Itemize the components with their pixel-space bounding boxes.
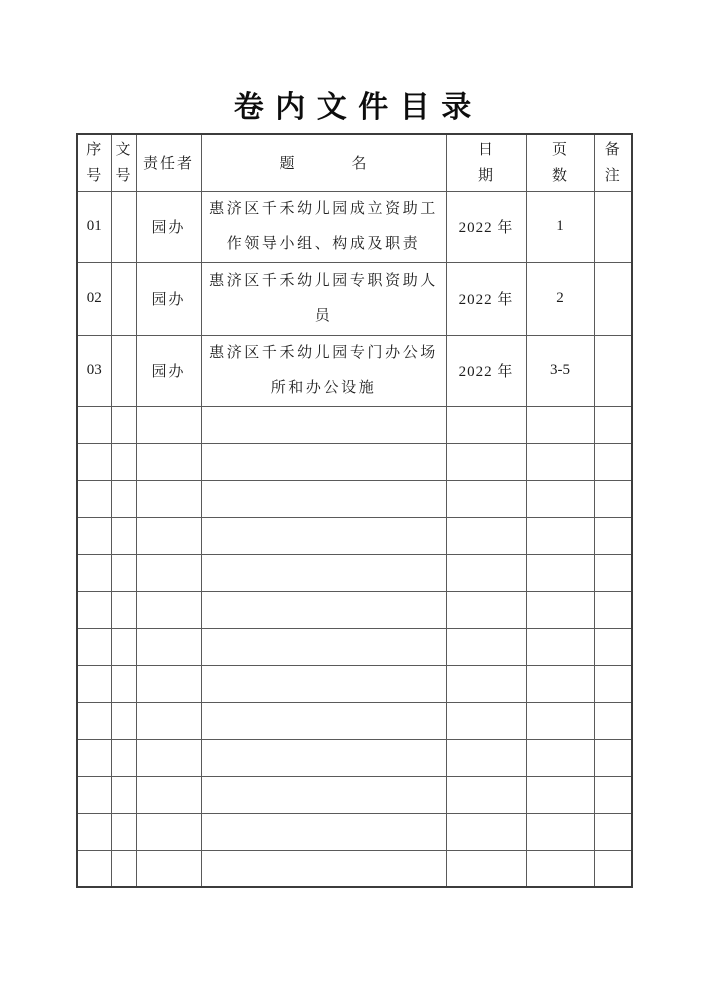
- empty-cell: [77, 813, 111, 850]
- table-row: [77, 335, 632, 406]
- empty-cell: [446, 665, 526, 702]
- empty-cell: [77, 776, 111, 813]
- empty-cell: [594, 443, 632, 480]
- empty-row: [77, 517, 632, 554]
- empty-cell: [136, 665, 201, 702]
- empty-cell: [526, 813, 594, 850]
- header-date: [446, 134, 526, 191]
- header-doc-no: [111, 134, 136, 191]
- responsible-cell: 园办: [136, 262, 201, 335]
- empty-cell: [111, 517, 136, 554]
- empty-row: [77, 850, 632, 887]
- header-responsible-label: 责任者: [142, 156, 194, 173]
- responsible-cell: 园办: [136, 191, 201, 262]
- empty-cell: [136, 406, 201, 443]
- empty-cell: [111, 591, 136, 628]
- empty-cell: [201, 739, 446, 776]
- pages-cell: 1: [526, 191, 594, 262]
- empty-cell: [526, 591, 594, 628]
- note-cell: [594, 262, 632, 335]
- empty-cell: [111, 776, 136, 813]
- seq-cell: 02: [77, 262, 111, 335]
- empty-row: [77, 406, 632, 443]
- empty-cell: [446, 776, 526, 813]
- header-responsible: [136, 134, 201, 191]
- empty-row: [77, 739, 632, 776]
- table-row: [77, 262, 632, 335]
- title-cell: 惠济区千禾幼儿园专职资助人员: [201, 262, 446, 335]
- empty-cell: [526, 480, 594, 517]
- empty-cell: [446, 517, 526, 554]
- empty-cell: [526, 665, 594, 702]
- empty-cell: [77, 850, 111, 887]
- empty-cell: [594, 850, 632, 887]
- empty-row: [77, 702, 632, 739]
- empty-cell: [77, 628, 111, 665]
- empty-cell: [136, 591, 201, 628]
- empty-cell: [201, 517, 446, 554]
- doc-no-cell: [111, 191, 136, 262]
- empty-cell: [201, 665, 446, 702]
- empty-cell: [111, 554, 136, 591]
- header-row: [77, 134, 632, 191]
- empty-cell: [201, 850, 446, 887]
- empty-cell: [526, 517, 594, 554]
- note-cell: [594, 191, 632, 262]
- empty-cell: [201, 443, 446, 480]
- empty-cell: [201, 554, 446, 591]
- header-pages-line1: 页: [551, 141, 568, 158]
- empty-cell: [77, 702, 111, 739]
- empty-cell: [111, 480, 136, 517]
- header-date-line1: 日: [477, 141, 494, 158]
- header-title: [201, 134, 446, 191]
- empty-cell: [111, 628, 136, 665]
- empty-cell: [446, 850, 526, 887]
- empty-cell: [446, 554, 526, 591]
- empty-cell: [594, 628, 632, 665]
- catalog-table: [76, 133, 633, 888]
- empty-rows: [77, 406, 632, 887]
- empty-cell: [111, 406, 136, 443]
- empty-cell: [526, 406, 594, 443]
- empty-cell: [201, 591, 446, 628]
- empty-cell: [446, 702, 526, 739]
- empty-cell: [446, 480, 526, 517]
- seq-cell: 01: [77, 191, 111, 262]
- empty-row: [77, 480, 632, 517]
- header-note-line1: 备: [604, 141, 621, 158]
- empty-cell: [136, 480, 201, 517]
- empty-cell: [446, 591, 526, 628]
- empty-cell: [201, 702, 446, 739]
- empty-cell: [446, 628, 526, 665]
- empty-row: [77, 628, 632, 665]
- empty-cell: [201, 480, 446, 517]
- doc-no-cell: [111, 335, 136, 406]
- empty-cell: [594, 554, 632, 591]
- empty-row: [77, 443, 632, 480]
- header-note-line2: 注: [604, 167, 621, 184]
- empty-cell: [111, 850, 136, 887]
- empty-cell: [594, 813, 632, 850]
- empty-cell: [201, 776, 446, 813]
- pages-cell: 3-5: [526, 335, 594, 406]
- empty-cell: [136, 628, 201, 665]
- empty-cell: [111, 665, 136, 702]
- empty-cell: [446, 739, 526, 776]
- doc-no-cell: [111, 262, 136, 335]
- empty-cell: [77, 554, 111, 591]
- empty-cell: [111, 813, 136, 850]
- empty-cell: [136, 813, 201, 850]
- empty-cell: [594, 702, 632, 739]
- empty-cell: [594, 776, 632, 813]
- empty-cell: [594, 480, 632, 517]
- table-row: [77, 191, 632, 262]
- empty-cell: [111, 702, 136, 739]
- header-note: [594, 134, 632, 191]
- empty-cell: [446, 406, 526, 443]
- title-cell: 惠济区千禾幼儿园成立资助工作领导小组、构成及职责: [201, 191, 446, 262]
- date-cell: 2022 年: [446, 191, 526, 262]
- seq-cell: 03: [77, 335, 111, 406]
- header-title-char2: 名: [351, 156, 368, 173]
- empty-cell: [77, 480, 111, 517]
- empty-cell: [526, 628, 594, 665]
- empty-cell: [136, 443, 201, 480]
- empty-cell: [77, 591, 111, 628]
- empty-cell: [526, 739, 594, 776]
- empty-cell: [77, 517, 111, 554]
- empty-row: [77, 776, 632, 813]
- empty-cell: [77, 665, 111, 702]
- empty-cell: [594, 591, 632, 628]
- header-date-line2: 期: [477, 167, 494, 184]
- empty-cell: [136, 554, 201, 591]
- empty-cell: [446, 443, 526, 480]
- header-pages-line2: 数: [551, 167, 568, 184]
- empty-cell: [526, 554, 594, 591]
- header-seq-line2: 号: [86, 167, 103, 184]
- header-seq: [77, 134, 111, 191]
- empty-cell: [111, 443, 136, 480]
- empty-cell: [594, 406, 632, 443]
- header-doc-no-line2: 号: [115, 167, 132, 184]
- note-cell: [594, 335, 632, 406]
- empty-cell: [77, 739, 111, 776]
- empty-cell: [526, 850, 594, 887]
- responsible-cell: 园办: [136, 335, 201, 406]
- empty-row: [77, 813, 632, 850]
- empty-cell: [526, 776, 594, 813]
- empty-cell: [201, 813, 446, 850]
- page-title: 卷 内 文 件 目 录: [233, 91, 474, 124]
- header-doc-no-line1: 文: [115, 141, 132, 158]
- empty-cell: [594, 665, 632, 702]
- header-seq-line1: 序: [86, 141, 103, 158]
- empty-cell: [136, 850, 201, 887]
- empty-row: [77, 554, 632, 591]
- empty-cell: [201, 406, 446, 443]
- header-pages: [526, 134, 594, 191]
- empty-cell: [136, 517, 201, 554]
- date-cell: 2022 年: [446, 262, 526, 335]
- empty-row: [77, 665, 632, 702]
- title-cell: 惠济区千禾幼儿园专门办公场所和办公设施: [201, 335, 446, 406]
- empty-cell: [77, 406, 111, 443]
- empty-cell: [446, 813, 526, 850]
- empty-cell: [111, 739, 136, 776]
- empty-cell: [136, 702, 201, 739]
- empty-cell: [136, 739, 201, 776]
- empty-row: [77, 591, 632, 628]
- empty-cell: [594, 739, 632, 776]
- empty-cell: [136, 776, 201, 813]
- empty-cell: [594, 517, 632, 554]
- empty-cell: [201, 628, 446, 665]
- empty-cell: [526, 702, 594, 739]
- header-title-char1: 题: [279, 156, 296, 173]
- pages-cell: 2: [526, 262, 594, 335]
- empty-cell: [77, 443, 111, 480]
- table-body: [77, 191, 632, 406]
- empty-cell: [526, 443, 594, 480]
- date-cell: 2022 年: [446, 335, 526, 406]
